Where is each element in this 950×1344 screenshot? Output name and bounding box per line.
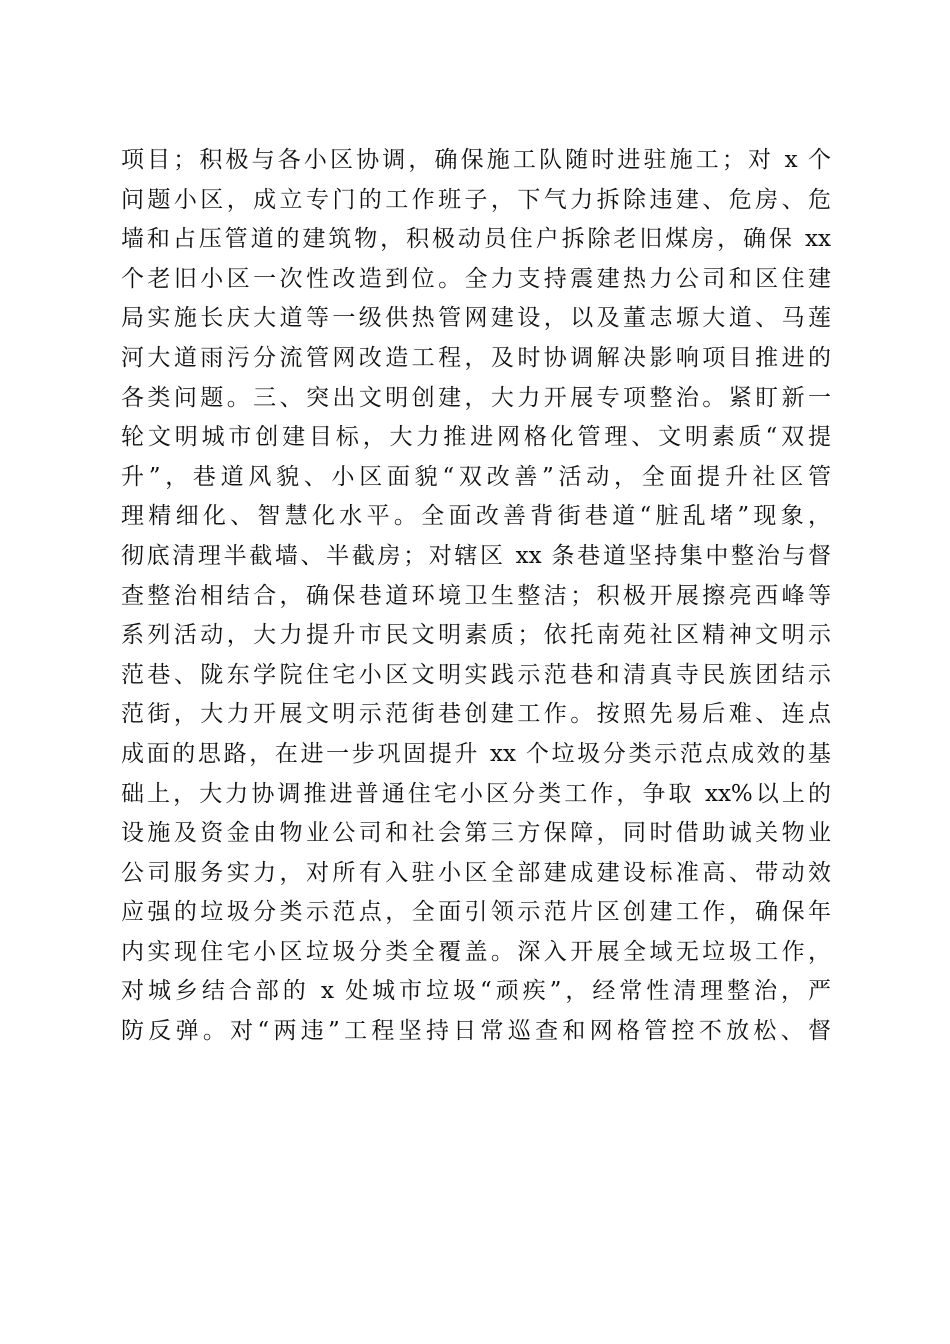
text-line: 问题小区，成立专门的工作班子，下气力拆除违建、危房、危 [121,186,831,213]
text-line: 理精细化、智慧化水平。全面改善背街巷道“脏乱堵”现象， [121,503,831,530]
text-line: 查整治相结合，确保巷道环境卫生整洁；积极开展擦亮西峰等 [121,582,831,609]
text-line: 对城乡结合部的 x 处城市垃圾“顽疾”，经常性清理整治，严 [121,978,831,1005]
text-line: 内实现住宅小区垃圾分类全覆盖。深入开展全域无垃圾工作， [121,938,831,965]
text-line: 局实施长庆大道等一级供热管网建设，以及董志塬大道、马莲 [121,305,831,332]
text-line: 设施及资金由物业公司和社会第三方保障，同时借助诚关物业 [121,820,831,847]
text-line: 轮文明城市创建目标，大力推进网格化管理、文明素质“双提 [121,424,831,451]
text-line: 范巷、陇东学院住宅小区文明实践示范巷和清真寺民族团结示 [121,661,831,688]
text-line: 防反弹。对“两违”工程坚持日常巡查和网格管控不放松、督 [121,1018,831,1045]
text-line: 各类问题。三、突出文明创建，大力开展专项整治。紧盯新一 [121,384,831,411]
text-line: 墙和占压管道的建筑物，积极动员住户拆除老旧煤房，确保 xx [121,226,831,253]
text-line: 成面的思路，在进一步巩固提升 xx 个垃圾分类示范点成效的基 [121,740,831,767]
text-line: 公司服务实力，对所有入驻小区全部建成建设标准高、带动效 [121,859,831,886]
body-paragraph [121,141,831,1052]
text-line: 升”，巷道风貌、小区面貌“双改善”活动，全面提升社区管 [121,463,831,490]
text-line: 个老旧小区一次性改造到位。全力支持震建热力公司和区住建 [121,265,831,292]
text-line: 河大道雨污分流管网改造工程，及时协调解决影响项目推进的 [121,344,831,371]
text-line: 项目；积极与各小区协调，确保施工队随时进驻施工；对 x 个 [121,147,831,173]
text-line: 系列活动，大力提升市民文明素质；依托南苑社区精神文明示 [121,622,831,649]
text-line: 范街，大力开展文明示范街巷创建工作。按照先易后难、连点 [121,701,831,728]
text-line: 彻底清理半截墙、半截房；对辖区 xx 条巷道坚持集中整治与督 [121,542,831,569]
text-line: 应强的垃圾分类示范点，全面引领示范片区创建工作，确保年 [121,899,831,926]
text-line: 础上，大力协调推进普通住宅小区分类工作，争取 xx%以上的 [121,780,831,807]
